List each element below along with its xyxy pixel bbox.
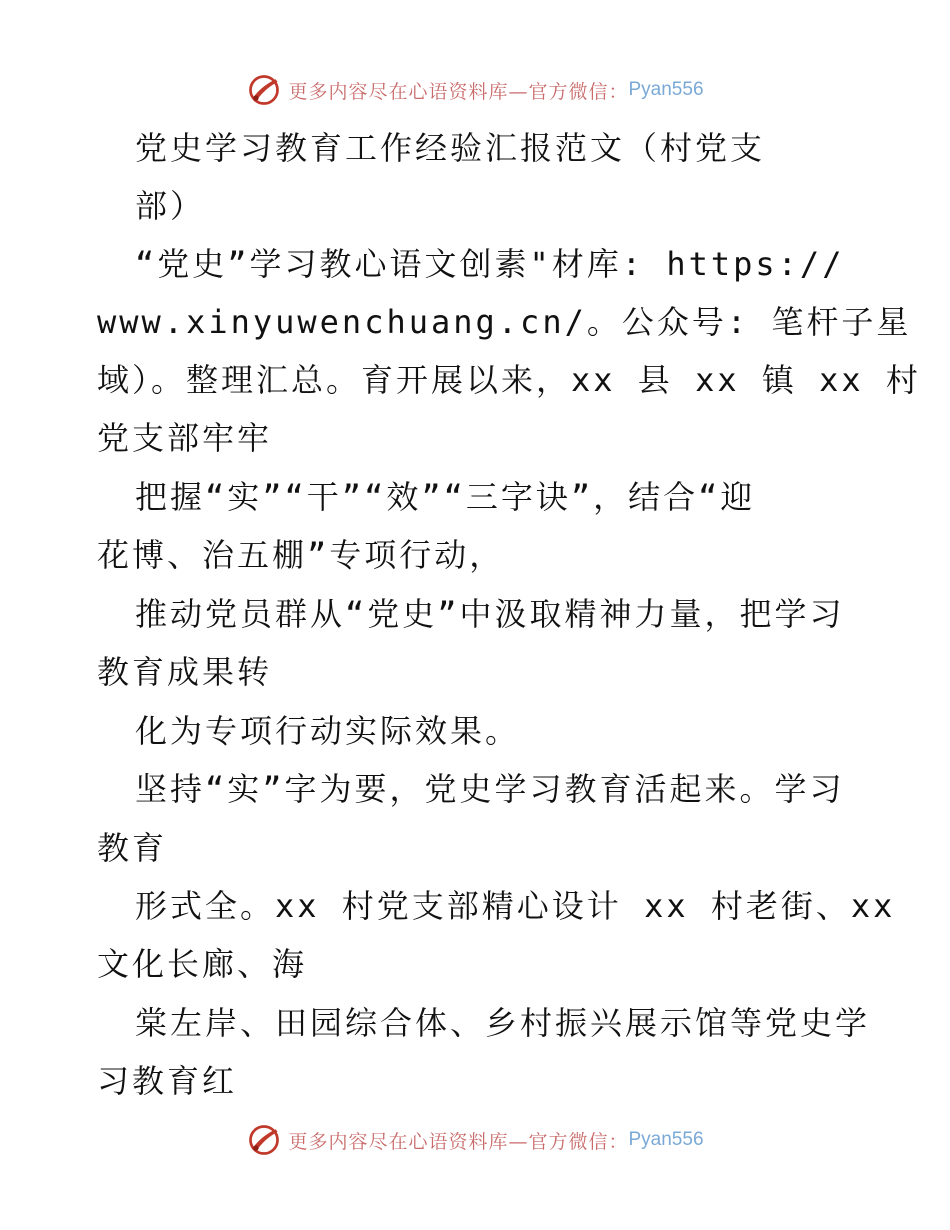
banner-wechat-id: Pyan556 xyxy=(628,79,704,100)
banner-text: 更多内容尽在心语资料库—官方微信： xyxy=(288,1130,629,1153)
text-line: 党支部牢牢 xyxy=(97,419,273,457)
text-line: 化为专项行动实际效果。 xyxy=(135,712,521,750)
banner-text: 更多内容尽在心语资料库—官方微信： xyxy=(288,80,629,103)
brush-logo-icon xyxy=(246,1122,282,1158)
text-line: 习教育红 xyxy=(97,1062,238,1100)
text-line: www.xinyuwenchuang.cn/。公众号: 笔杆子星 xyxy=(97,303,912,341)
text-line: 棠左岸、田园综合体、乡村振兴展示馆等党史学 xyxy=(135,1004,871,1042)
text-line: 形式全。xx 村党支部精心设计 xx 村老街、xx xyxy=(135,887,896,925)
text-line: 把握“实”“干”“效”“三字诀”，结合“迎 xyxy=(135,478,756,516)
text-line: 花博、治五棚”专项行动， xyxy=(97,536,505,574)
text-line: 坚持“实”字为要，党史学习教育活起来。学习 xyxy=(135,770,845,808)
text-line: 域）。整理汇总。育开展以来，xx 县 xx 镇 xx 村 xyxy=(97,361,921,399)
text-line: 部） xyxy=(135,187,206,225)
text-line: 教育成果转 xyxy=(97,653,273,691)
text-line: 文化长廊、海 xyxy=(97,945,308,983)
footer-banner xyxy=(0,1120,950,1160)
text-line: 教育 xyxy=(97,829,168,867)
text-line: 推动党员群从“党史”中汲取精神力量，把学习 xyxy=(135,595,845,633)
text-line: 党史学习教育工作经验汇报范文（村党支 xyxy=(135,129,766,167)
banner-wechat-id: Pyan556 xyxy=(628,1129,704,1150)
text-line: “党史”学习教心语文创素"材库: https:// xyxy=(135,245,845,283)
